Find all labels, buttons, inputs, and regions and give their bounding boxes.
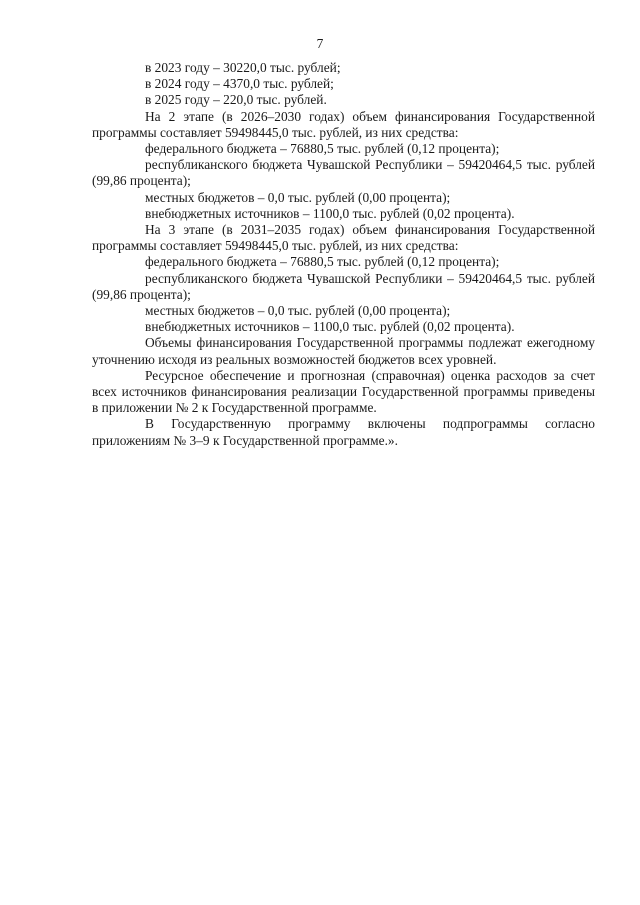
paragraph-2025-amount: в 2025 году – 220,0 тыс. рублей. (145, 92, 327, 108)
paragraph-stage-3-federal: федерального бюджета – 76880,5 тыс. рублей (0,12 процента); (145, 254, 500, 270)
page-number: 7 (316, 36, 324, 51)
paragraph-stage-3-total: На 3 этапе (в 2031–2035 годах) объем финансирования Государственной программы составляет 59498445,0 тыс. рублей, из них средства: (92, 222, 595, 254)
paragraph-stage-3-republican: республиканского бюджета Чувашской Республики – 59420464,5 тыс. рублей (99,86 процента); (92, 270, 595, 302)
paragraph-subprograms: В Государственную программу включены подпрограммы согласно приложениям № 3–9 к Государственной программе.». (92, 416, 595, 448)
paragraph-stage-2-republican: республиканского бюджета Чувашской Республики – 59420464,5 тыс. рублей (99,86 процента); (92, 157, 595, 189)
paragraph-2023-amount: в 2023 году – 30220,0 тыс. рублей; (145, 60, 341, 75)
paragraph-resource-provision: Ресурсное обеспечение и прогнозная (справочная) оценка расходов за счет всех источников финансирования реализации Государственной программы приведены в приложении № 2 к Государственной программе. (92, 367, 595, 416)
paragraph-2024-amount: в 2024 году – 4370,0 тыс. рублей; (145, 76, 334, 92)
paragraph-stage-3-local: местных бюджетов – 0,0 тыс. рублей (0,00 процента); (145, 303, 451, 319)
paragraph-stage-2-total: На 2 этапе (в 2026–2030 годах) объем финансирования Государственной программы составляет 59498445,0 тыс. рублей, из них средства: (92, 108, 595, 140)
paragraph-stage-2-extrabudgetary: внебюджетных источников – 1100,0 тыс. рублей (0,02 процента). (145, 205, 515, 221)
paragraph-stage-2-local: местных бюджетов – 0,0 тыс. рублей (0,00 процента); (145, 189, 451, 205)
document-body (92, 60, 595, 449)
paragraph-stage-2-federal: федерального бюджета – 76880,5 тыс. рублей (0,12 процента); (145, 141, 500, 157)
paragraph-annual-adjustment: Объемы финансирования Государственной программы подлежат ежегодному уточнению исходя из реальных возможностей бюджетов всех уровней. (92, 335, 595, 367)
paragraph-stage-3-extrabudgetary: внебюджетных источников – 1100,0 тыс. рублей (0,02 процента). (145, 319, 515, 335)
